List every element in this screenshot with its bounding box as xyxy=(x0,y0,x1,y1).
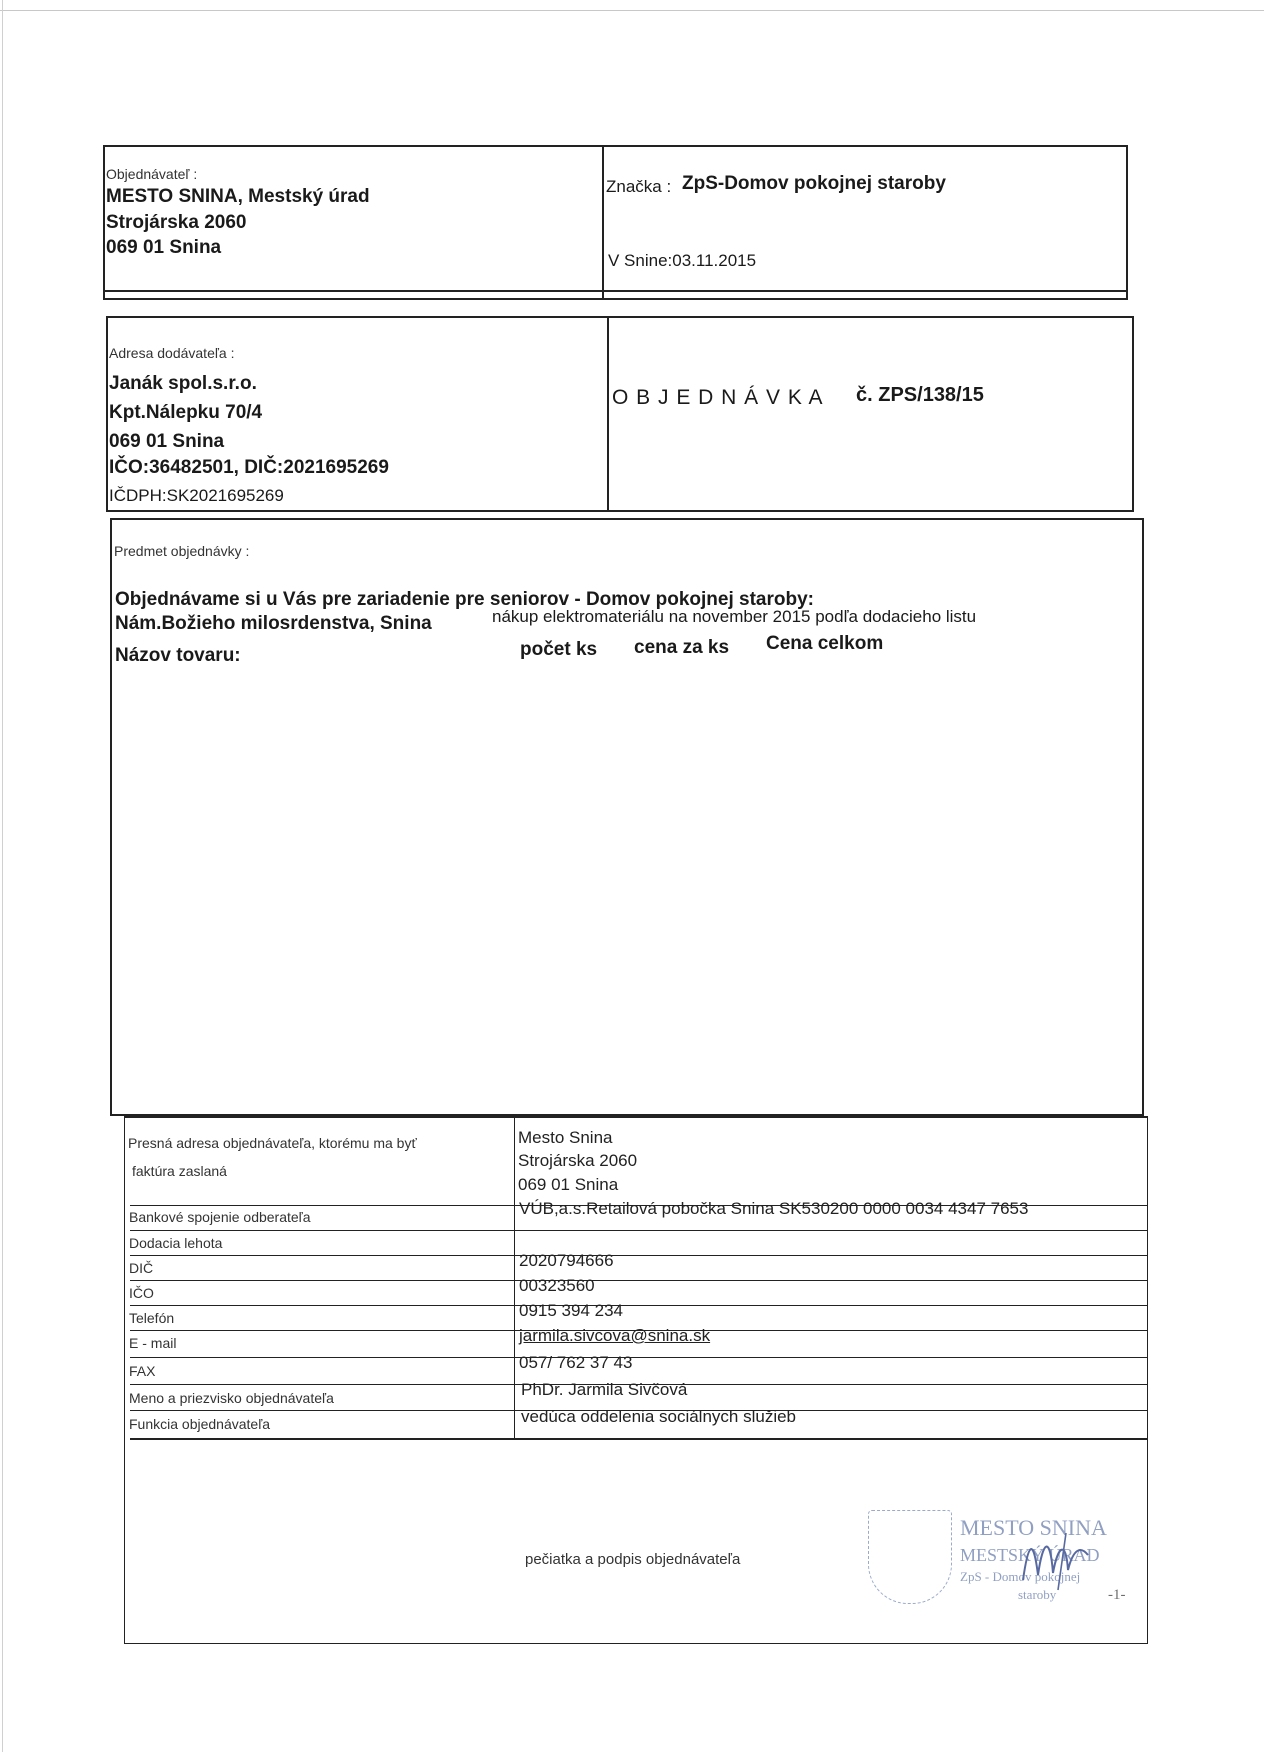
email-label: E - mail xyxy=(129,1335,177,1351)
col-item-header: Názov tovaru: xyxy=(115,645,241,666)
mark-label: Značka : xyxy=(606,177,672,196)
orderer-name: MESTO SNINA, Mestský úrad xyxy=(106,186,370,207)
coat-of-arms-icon xyxy=(868,1510,952,1604)
orderer-person-label: Meno a priezvisko objednávateľa xyxy=(129,1390,334,1406)
orderer-person-value: PhDr. Jarmila Sivčová xyxy=(521,1380,688,1399)
orderer-function-value: vedúca oddelenia sociálnych služieb xyxy=(521,1407,797,1426)
order-date: V Snine:03.11.2015 xyxy=(608,251,757,270)
supplier-label: Adresa dodávateľa : xyxy=(109,345,235,361)
supplier-name: Janák spol.s.r.o. xyxy=(109,373,257,394)
stamp-line4: staroby xyxy=(1018,1587,1057,1602)
scan-edge-top xyxy=(0,10,1264,11)
fax-label: FAX xyxy=(129,1363,156,1379)
orderer-function-label: Funkcia objednávateľa xyxy=(129,1416,271,1432)
header-divider xyxy=(602,145,604,300)
stamp-line2: MESTSKÝ ÚRAD xyxy=(960,1545,1100,1565)
grid-line xyxy=(130,1255,1148,1256)
subject-label: Predmet objednávky : xyxy=(114,543,250,559)
orderer-label: Objednávateľ : xyxy=(106,166,198,182)
official-stamp xyxy=(868,1505,1138,1605)
bank-value: VÚB,a.s.Retailová pobočka Snina SK530200 0000 0034 4347 7653 xyxy=(519,1199,1029,1218)
dic-value: 2020794666 xyxy=(519,1251,614,1270)
col-price-header: cena za ks xyxy=(634,637,730,658)
email-value: jarmila.sivcova@snina.sk xyxy=(519,1326,711,1345)
grid-line xyxy=(130,1280,1148,1281)
stamp-line1: MESTO SNINA xyxy=(960,1515,1107,1540)
ico-label: IČO xyxy=(129,1285,154,1301)
invoice-address-line2: Strojárska 2060 xyxy=(518,1151,638,1170)
fax-value: 057/ 762 37 43 xyxy=(519,1353,633,1372)
col-total-header: Cena celkom xyxy=(766,633,884,654)
subject-line2-left: Nám.Božieho milosrdenstva, Snina xyxy=(115,613,432,634)
orderer-street: Strojárska 2060 xyxy=(106,212,247,233)
supplier-street: Kpt.Nálepku 70/4 xyxy=(109,402,263,423)
subject-line1: Objednávame si u Vás pre zariadenie pre seniorov - Domov pokojnej staroby: xyxy=(115,589,814,610)
grid-line xyxy=(130,1230,1148,1231)
handwritten-signature xyxy=(1018,1525,1098,1595)
orderer-city: 069 01 Snina xyxy=(106,237,222,258)
subject-line2-right: nákup elektromateriálu na november 2015 podľa dodacieho listu xyxy=(492,607,977,626)
grid-line xyxy=(130,1305,1148,1306)
supplier-city: 069 01 Snina xyxy=(109,431,225,452)
phone-label: Telefón xyxy=(129,1310,175,1326)
info-grid-top xyxy=(124,1116,1148,1118)
supplier-ico-dic: IČO:36482501, DIČ:2021695269 xyxy=(109,457,389,478)
col-qty-header: počet ks xyxy=(520,639,598,660)
dic-label: DIČ xyxy=(129,1260,154,1276)
stamp-signature-label: pečiatka a podpis objednávateľa xyxy=(525,1551,741,1568)
supplier-icdph: IČDPH:SK2021695269 xyxy=(109,486,284,505)
invoice-address-line3: 069 01 Snina xyxy=(518,1175,619,1194)
header-box xyxy=(103,145,1128,300)
invoice-address-label-2: faktúra zaslaná xyxy=(132,1163,227,1179)
header-inner-line xyxy=(103,290,1128,292)
supplier-divider xyxy=(607,316,609,512)
bank-label: Bankové spojenie odberateľa xyxy=(129,1209,311,1225)
order-number: č. ZPS/138/15 xyxy=(856,384,984,406)
ico-value: 00323560 xyxy=(519,1276,595,1295)
info-grid-divider xyxy=(514,1116,515,1439)
invoice-address-line1: Mesto Snina xyxy=(518,1128,613,1147)
mark-value: ZpS-Domov pokojnej staroby xyxy=(682,173,946,194)
grid-line xyxy=(130,1438,1148,1440)
order-title: O B J E D N Á V K A xyxy=(612,386,824,409)
delivery-term-label: Dodacia lehota xyxy=(129,1235,223,1251)
stamp-line3: ZpS - Domov pokojnej xyxy=(960,1569,1081,1584)
scan-edge-left xyxy=(2,0,3,1752)
phone-value: 0915 394 234 xyxy=(519,1301,623,1320)
grid-line xyxy=(130,1357,1148,1358)
invoice-address-label: Presná adresa objednávateľa, ktorému ma byť xyxy=(128,1135,417,1151)
page-number: -1- xyxy=(1108,1587,1126,1603)
